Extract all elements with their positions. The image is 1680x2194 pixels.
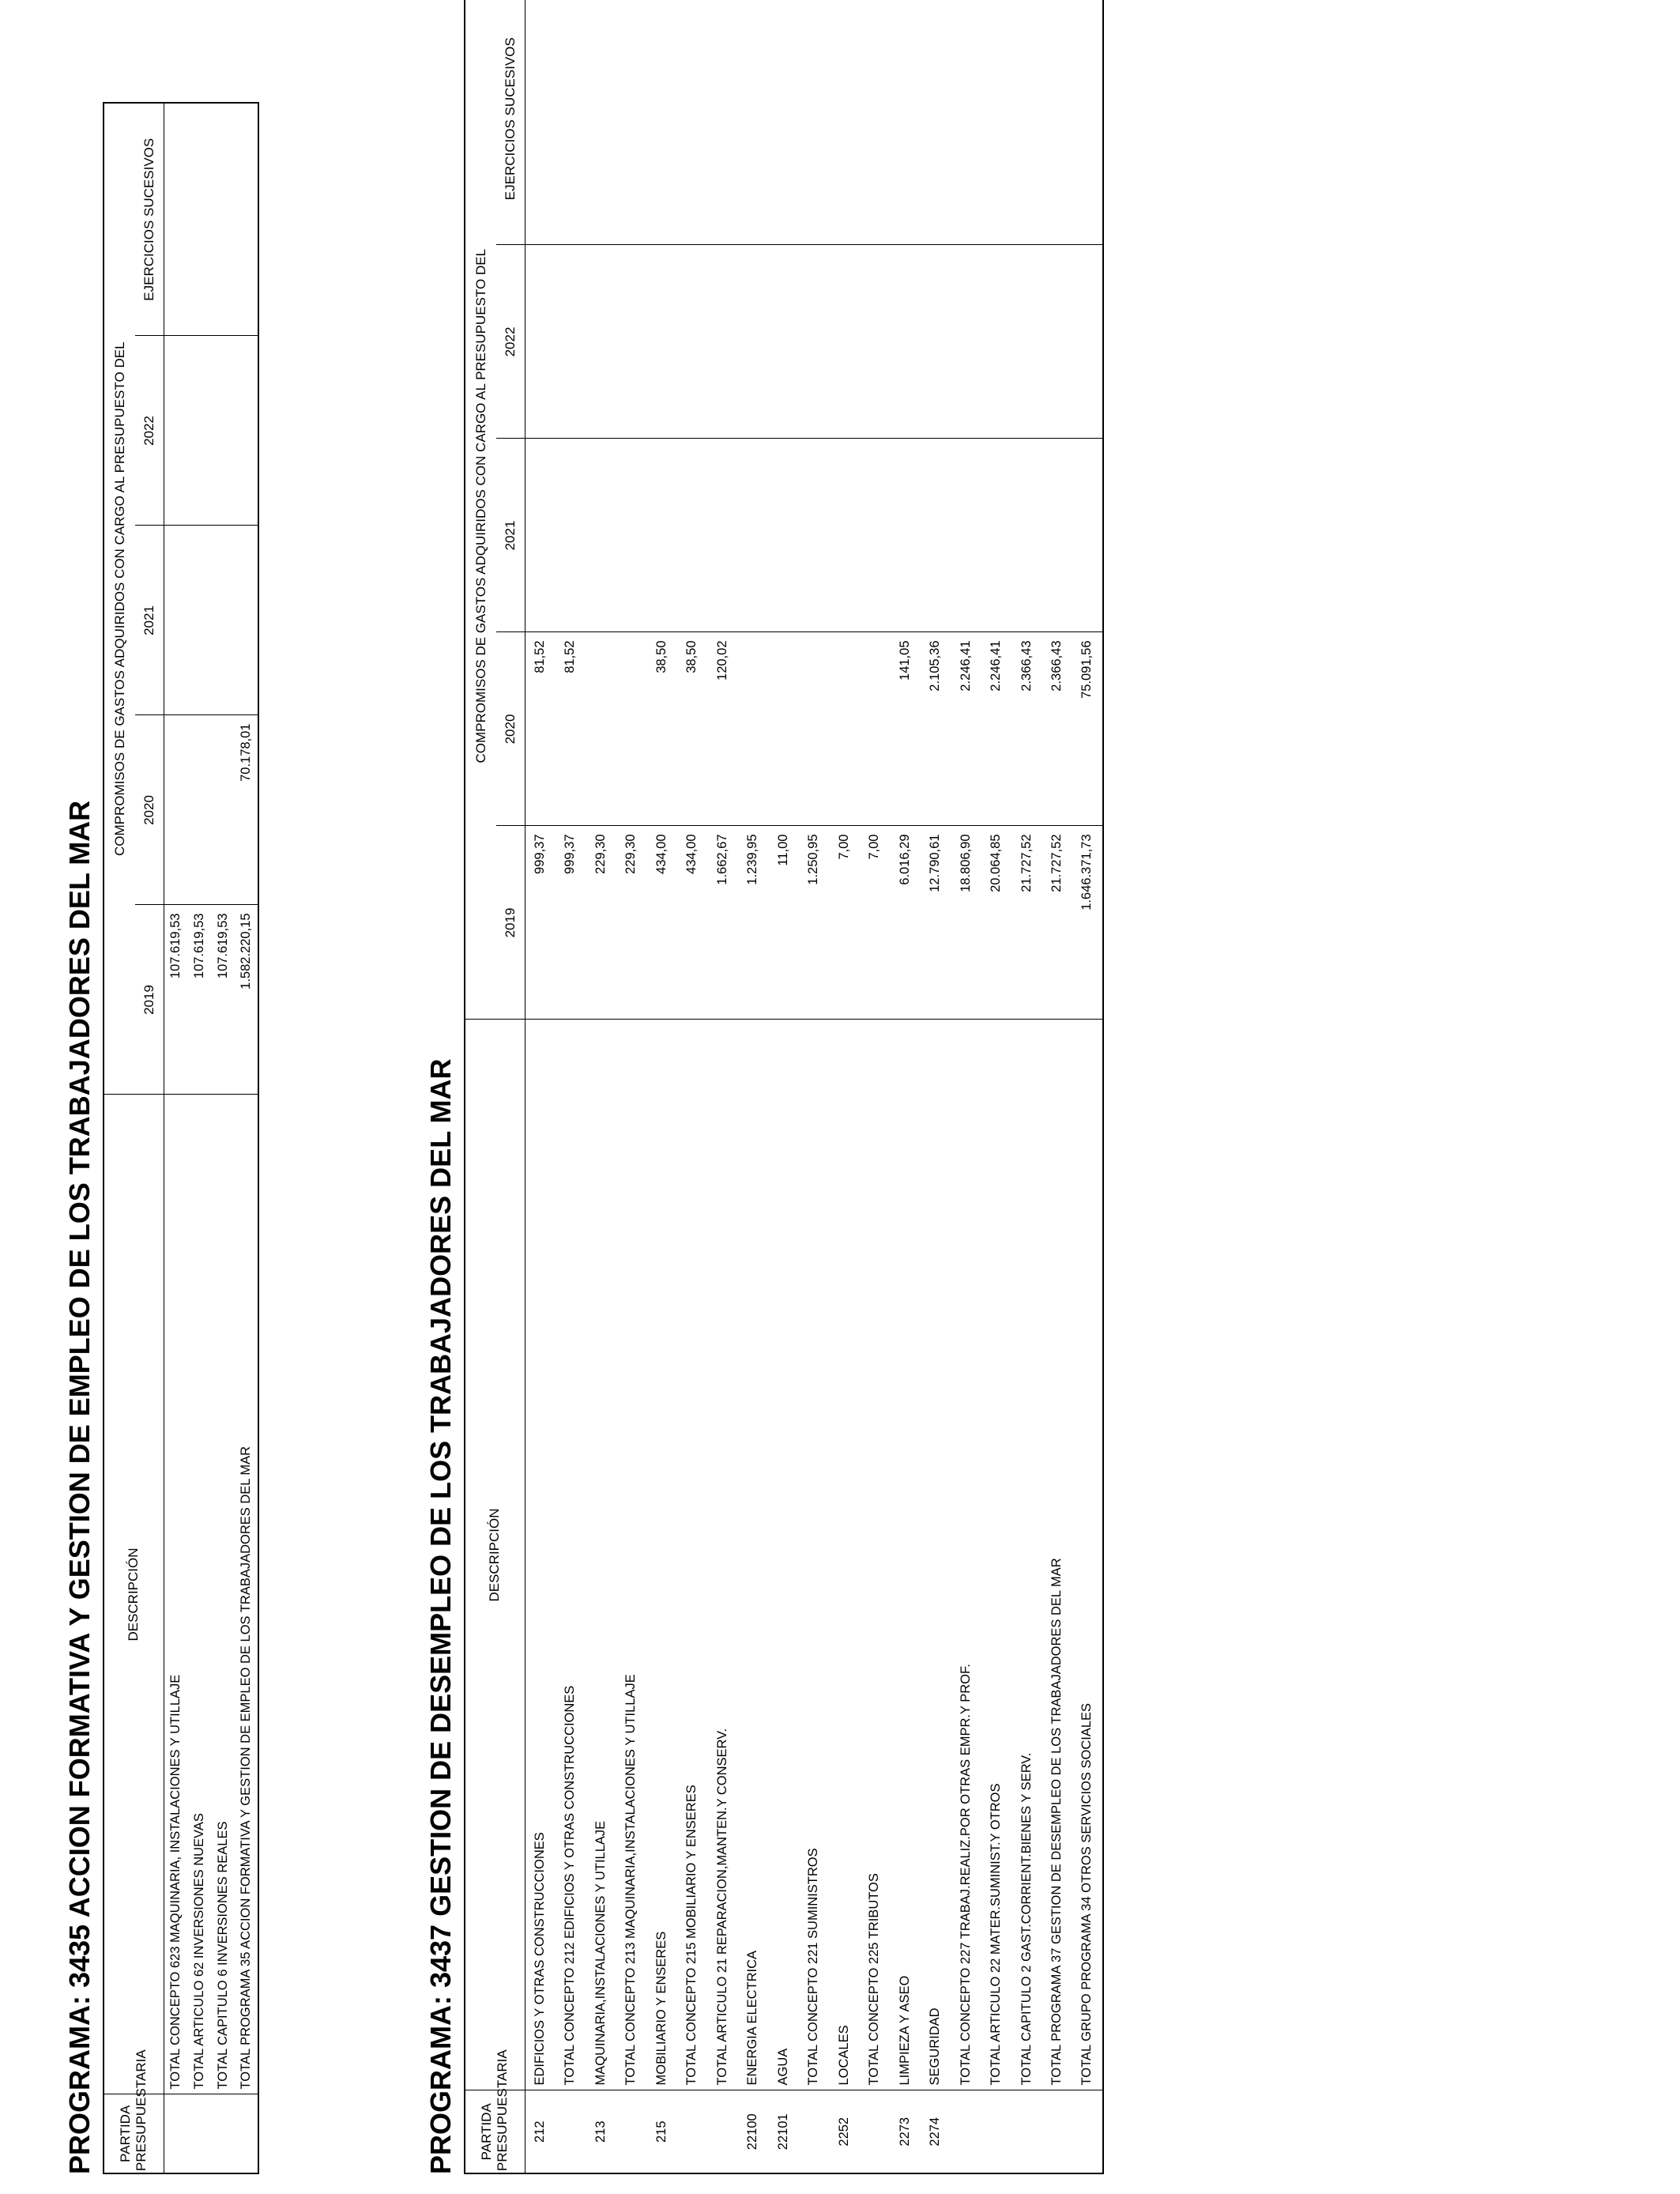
value-sucesivos-cell <box>525 0 556 245</box>
descripcion-header: DESCRIPCIÓN <box>465 1020 525 2090</box>
description-cell: LIMPIEZA Y ASEO <box>890 1020 921 2090</box>
value-2021-cell <box>1072 439 1103 632</box>
value-2021-cell <box>981 439 1012 632</box>
value-2021-cell <box>616 439 647 632</box>
value-2022-cell <box>981 245 1012 439</box>
value-2019-cell: 1.250,95 <box>799 826 830 1020</box>
value-2022-cell <box>799 245 830 439</box>
partida-cell <box>951 2090 981 2173</box>
description-cell: ENERGIA ELECTRICA <box>738 1020 769 2090</box>
value-2021-cell <box>211 526 235 715</box>
value-2019-cell: 1.239,95 <box>738 826 769 1020</box>
value-sucesivos-cell <box>211 103 235 336</box>
value-2021-cell <box>164 526 187 715</box>
program-section-3437 <box>423 0 1104 2174</box>
value-2022-cell <box>1042 245 1073 439</box>
partida-cell: 213 <box>586 2090 616 2173</box>
program-title: PROGRAMA: 3435 ACCION FORMATIVA Y GESTION DE EMPLEO DE LOS TRABAJADORES DEL MAR <box>63 800 96 2174</box>
value-2021-cell <box>768 439 799 632</box>
value-2020-cell <box>829 632 860 826</box>
value-2020-cell <box>211 715 235 905</box>
description-cell: AGUA <box>768 1020 799 2090</box>
partida-cell <box>981 2090 1012 2173</box>
description-cell: SEGURIDAD <box>921 1020 951 2090</box>
value-2020-cell: 2.366,43 <box>1011 632 1042 826</box>
value-2022-cell <box>187 336 211 526</box>
value-sucesivos-cell <box>586 0 616 245</box>
sucesivos-header: EJERCICIOS SUCESIVOS <box>496 0 525 245</box>
table-row <box>921 0 951 2173</box>
value-2020-cell: 2.366,43 <box>1042 632 1073 826</box>
description-cell: TOTAL CONCEPTO 227 TRABAJ.REALIZ.POR OTRAS EMPR.Y PROF. <box>951 1020 981 2090</box>
value-2020-cell: 81,52 <box>525 632 556 826</box>
value-2021-cell <box>829 439 860 632</box>
partida-header: PARTIDA PRESUPUESTARIA <box>465 2090 525 2173</box>
value-2022-cell <box>921 245 951 439</box>
table-row <box>707 0 738 2173</box>
value-2019-cell: 107.619,53 <box>211 905 235 1095</box>
partida-cell: 22100 <box>738 2090 769 2173</box>
value-2020-cell <box>860 632 891 826</box>
value-2019-cell: 18.806,90 <box>951 826 981 1020</box>
value-2019-cell: 999,37 <box>525 826 556 1020</box>
value-sucesivos-cell <box>921 0 951 245</box>
table-row <box>187 103 211 2173</box>
table-row <box>1011 0 1042 2173</box>
value-sucesivos-cell <box>768 0 799 245</box>
year-2020-header: 2020 <box>496 632 525 826</box>
value-2022-cell <box>525 245 556 439</box>
value-2019-cell: 1.646.371,73 <box>1072 826 1103 1020</box>
value-2022-cell <box>1072 245 1103 439</box>
value-2019-cell: 12.790,61 <box>921 826 951 1020</box>
value-2020-cell <box>738 632 769 826</box>
value-2021-cell <box>235 526 258 715</box>
year-2022-header: 2022 <box>496 245 525 439</box>
value-2019-cell: 6.016,29 <box>890 826 921 1020</box>
value-sucesivos-cell <box>187 103 211 336</box>
value-2020-cell: 81,52 <box>556 632 586 826</box>
value-2022-cell <box>829 245 860 439</box>
partida-cell <box>1011 2090 1042 2173</box>
value-sucesivos-cell <box>829 0 860 245</box>
value-sucesivos-cell <box>738 0 769 245</box>
description-cell: TOTAL CONCEPTO 225 TRIBUTOS <box>860 1020 891 2090</box>
description-cell: TOTAL CONCEPTO 221 SUMINISTROS <box>799 1020 830 2090</box>
budget-table-3435 <box>103 102 259 2174</box>
value-2022-cell <box>164 336 187 526</box>
description-cell: TOTAL CONCEPTO 213 MAQUINARIA,INSTALACIONES Y UTILLAJE <box>616 1020 647 2090</box>
table-body <box>164 103 258 2173</box>
value-2020-cell: 70.178,01 <box>235 715 258 905</box>
table-row <box>616 0 647 2173</box>
table-row <box>890 0 921 2173</box>
value-2020-cell <box>768 632 799 826</box>
value-2021-cell <box>738 439 769 632</box>
value-sucesivos-cell <box>677 0 708 245</box>
value-2019-cell: 21.727,52 <box>1042 826 1073 1020</box>
table-row <box>981 0 1012 2173</box>
value-2022-cell <box>707 245 738 439</box>
partida-cell <box>1072 2090 1103 2173</box>
value-2022-cell <box>738 245 769 439</box>
value-sucesivos-cell <box>707 0 738 245</box>
value-sucesivos-cell <box>1042 0 1073 245</box>
value-2022-cell <box>211 336 235 526</box>
program-title: PROGRAMA: 3437 GESTION DE DESEMPLEO DE LOS TRABAJADORES DEL MAR <box>424 1058 457 2174</box>
value-2021-cell <box>187 526 211 715</box>
partida-cell: 2274 <box>921 2090 951 2173</box>
table-row <box>525 0 556 2173</box>
value-sucesivos-cell <box>981 0 1012 245</box>
table-row <box>677 0 708 2173</box>
value-2022-cell <box>556 245 586 439</box>
description-cell: TOTAL ARTICULO 62 INVERSIONES NUEVAS <box>187 1095 211 2094</box>
program-section-3435 <box>62 102 259 2174</box>
description-cell: TOTAL PROGRAMA 35 ACCION FORMATIVA Y GESTION DE EMPLEO DE LOS TRABAJADORES DEL MAR <box>235 1095 258 2094</box>
value-sucesivos-cell <box>646 0 677 245</box>
value-2021-cell <box>525 439 556 632</box>
partida-cell: 2273 <box>890 2090 921 2173</box>
value-2020-cell: 120,02 <box>707 632 738 826</box>
value-sucesivos-cell <box>1011 0 1042 245</box>
partida-cell <box>211 2094 235 2173</box>
value-2022-cell <box>768 245 799 439</box>
value-2019-cell: 107.619,53 <box>187 905 211 1095</box>
value-2021-cell <box>860 439 891 632</box>
value-2019-cell: 7,00 <box>829 826 860 1020</box>
partida-cell: 212 <box>525 2090 556 2173</box>
value-2022-cell <box>646 245 677 439</box>
value-2022-cell <box>1011 245 1042 439</box>
description-cell: MOBILIARIO Y ENSERES <box>646 1020 677 2090</box>
table-row <box>799 0 830 2173</box>
value-2019-cell: 434,00 <box>646 826 677 1020</box>
value-2021-cell <box>646 439 677 632</box>
partida-cell: 215 <box>646 2090 677 2173</box>
table-row <box>586 0 616 2173</box>
table-row <box>768 0 799 2173</box>
description-cell: EDIFICIOS Y OTRAS CONSTRUCCIONES <box>525 1020 556 2090</box>
value-2019-cell: 229,30 <box>586 826 616 1020</box>
partida-cell <box>707 2090 738 2173</box>
budget-table-3437 <box>464 0 1104 2174</box>
value-2021-cell <box>707 439 738 632</box>
value-2022-cell <box>677 245 708 439</box>
value-2019-cell: 7,00 <box>860 826 891 1020</box>
value-2020-cell: 75.091,56 <box>1072 632 1103 826</box>
description-cell: TOTAL CAPITULO 2 GAST.CORRIENT.BIENES Y SERV. <box>1011 1020 1042 2090</box>
value-2019-cell: 21.727,52 <box>1011 826 1042 1020</box>
description-cell: TOTAL ARTICULO 21 REPARACION,MANTEN.Y CONSERV. <box>707 1020 738 2090</box>
value-sucesivos-cell <box>235 103 258 336</box>
description-cell: TOTAL CONCEPTO 212 EDIFICIOS Y OTRAS CONSTRUCCIONES <box>556 1020 586 2090</box>
value-2022-cell <box>951 245 981 439</box>
value-2021-cell <box>890 439 921 632</box>
year-2022-header: 2022 <box>135 336 164 526</box>
table-row <box>556 0 586 2173</box>
description-cell: MAQUINARIA,INSTALACIONES Y UTILLAJE <box>586 1020 616 2090</box>
value-2020-cell <box>164 715 187 905</box>
value-2022-cell <box>616 245 647 439</box>
value-2021-cell <box>1011 439 1042 632</box>
table-row <box>829 0 860 2173</box>
compromisos-header: COMPROMISOS DE GASTOS ADQUIRIDOS CON CARGO AL PRESUPUESTO DEL <box>104 103 135 1095</box>
value-2019-cell: 20.064,85 <box>981 826 1012 1020</box>
value-sucesivos-cell <box>1072 0 1103 245</box>
value-2020-cell: 2.246,41 <box>981 632 1012 826</box>
partida-cell <box>164 2094 187 2173</box>
value-2020-cell: 2.105,36 <box>921 632 951 826</box>
value-2019-cell: 229,30 <box>616 826 647 1020</box>
year-2019-header: 2019 <box>135 905 164 1095</box>
value-sucesivos-cell <box>164 103 187 336</box>
value-2019-cell: 999,37 <box>556 826 586 1020</box>
partida-cell <box>677 2090 708 2173</box>
table-row <box>951 0 981 2173</box>
partida-cell <box>235 2094 258 2173</box>
value-2021-cell <box>586 439 616 632</box>
partida-cell <box>556 2090 586 2173</box>
value-2021-cell <box>556 439 586 632</box>
value-2021-cell <box>921 439 951 632</box>
table-row <box>235 103 258 2173</box>
partida-cell: 22101 <box>768 2090 799 2173</box>
value-2019-cell: 11,00 <box>768 826 799 1020</box>
value-2021-cell <box>799 439 830 632</box>
table-row <box>1042 0 1073 2173</box>
year-2020-header: 2020 <box>135 715 164 905</box>
description-cell: TOTAL CAPITULO 6 INVERSIONES REALES <box>211 1095 235 2094</box>
value-sucesivos-cell <box>951 0 981 245</box>
partida-cell <box>616 2090 647 2173</box>
table-row <box>164 103 187 2173</box>
partida-cell <box>860 2090 891 2173</box>
value-sucesivos-cell <box>890 0 921 245</box>
value-sucesivos-cell <box>616 0 647 245</box>
value-2021-cell <box>951 439 981 632</box>
value-2021-cell <box>677 439 708 632</box>
value-2022-cell <box>235 336 258 526</box>
value-2019-cell: 107.619,53 <box>164 905 187 1095</box>
table-row <box>860 0 891 2173</box>
year-2021-header: 2021 <box>135 526 164 715</box>
description-cell: TOTAL GRUPO PROGRAMA 34 OTROS SERVICIOS SOCIALES <box>1072 1020 1103 2090</box>
descripcion-header: DESCRIPCIÓN <box>104 1095 164 2094</box>
value-2022-cell <box>586 245 616 439</box>
partida-header: PARTIDA PRESUPUESTARIA <box>104 2094 164 2173</box>
value-2020-cell <box>586 632 616 826</box>
partida-cell <box>799 2090 830 2173</box>
year-2021-header: 2021 <box>496 439 525 632</box>
value-sucesivos-cell <box>556 0 586 245</box>
value-2019-cell: 1.582.220,15 <box>235 905 258 1095</box>
value-2020-cell <box>616 632 647 826</box>
table-body <box>525 0 1103 2173</box>
value-2020-cell <box>187 715 211 905</box>
value-2020-cell: 2.246,41 <box>951 632 981 826</box>
table-row <box>211 103 235 2173</box>
value-2022-cell <box>890 245 921 439</box>
year-2019-header: 2019 <box>496 826 525 1020</box>
description-cell: TOTAL ARTICULO 22 MATER.SUMINIST.Y OTROS <box>981 1020 1012 2090</box>
value-2020-cell: 38,50 <box>677 632 708 826</box>
value-2020-cell: 38,50 <box>646 632 677 826</box>
partida-cell <box>187 2094 211 2173</box>
value-sucesivos-cell <box>860 0 891 245</box>
table-row <box>646 0 677 2173</box>
partida-cell: 2252 <box>829 2090 860 2173</box>
description-cell: TOTAL CONCEPTO 215 MOBILIARIO Y ENSERES <box>677 1020 708 2090</box>
value-2020-cell: 141,05 <box>890 632 921 826</box>
description-cell: TOTAL CONCEPTO 623 MAQUINARIA, INSTALACIONES Y UTILLAJE <box>164 1095 187 2094</box>
partida-cell <box>1042 2090 1073 2173</box>
description-cell: LOCALES <box>829 1020 860 2090</box>
value-2022-cell <box>860 245 891 439</box>
description-cell: TOTAL PROGRAMA 37 GESTION DE DESEMPLEO DE LOS TRABAJADORES DEL MAR <box>1042 1020 1073 2090</box>
sucesivos-header: EJERCICIOS SUCESIVOS <box>135 103 164 336</box>
value-2019-cell: 434,00 <box>677 826 708 1020</box>
value-2020-cell <box>799 632 830 826</box>
compromisos-header: COMPROMISOS DE GASTOS ADQUIRIDOS CON CARGO AL PRESUPUESTO DEL <box>465 0 496 1020</box>
value-sucesivos-cell <box>799 0 830 245</box>
value-2019-cell: 1.662,67 <box>707 826 738 1020</box>
table-row <box>738 0 769 2173</box>
value-2021-cell <box>1042 439 1073 632</box>
table-row <box>1072 0 1103 2173</box>
